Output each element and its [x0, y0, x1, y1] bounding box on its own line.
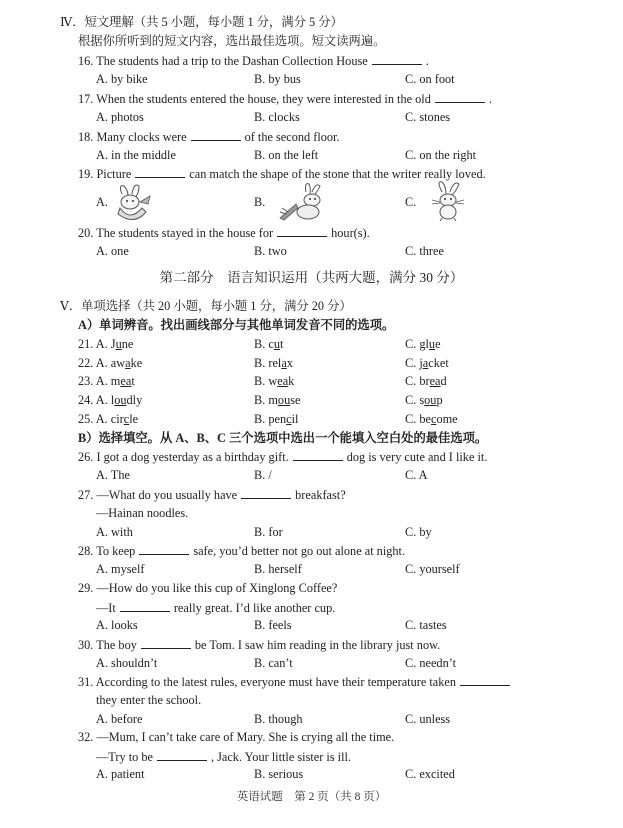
q29-option-a: A. looks	[96, 618, 138, 632]
q17-option-c: C. stones	[405, 110, 451, 124]
q32-option-b: B. serious	[254, 767, 304, 781]
q21-option-c: C. glue	[405, 337, 441, 351]
q28-option-a: A. myself	[96, 562, 145, 576]
question-17: 17. When the students entered the house, they were interested in the old .	[78, 92, 492, 106]
q20-option-b: B. two	[254, 244, 287, 258]
q32-reply: —Try to be , Jack. Your little sister is ill.	[96, 750, 352, 764]
q19-option-c: C.	[405, 195, 417, 209]
answer-blank	[191, 128, 241, 141]
answer-blank	[139, 542, 189, 555]
q26-option-c: C. A	[405, 468, 428, 482]
section-4-instruction: 根据你所听到的短文内容，选出最佳选项。短文读两遍。	[78, 34, 386, 48]
q23-option-a: 23. A. meat	[78, 374, 135, 388]
answer-blank	[372, 52, 422, 65]
answer-blank	[435, 90, 485, 103]
page-footer: 英语试题 第 2 页（共 8 页）	[236, 791, 387, 803]
q31-option-b: B. though	[254, 712, 303, 726]
q31-option-a: A. before	[96, 712, 143, 726]
q31-continuation: they enter the school.	[96, 693, 202, 707]
q22-option-c: C. jacket	[405, 356, 449, 370]
question-20: 20. The students stayed in the house for hour(s).	[78, 226, 370, 240]
question-30: 30. The boy be Tom. I saw him reading in the library just now.	[78, 638, 441, 652]
q17-option-a: A. photos	[96, 110, 144, 124]
q16-option-b: B. by bus	[254, 72, 301, 86]
q30-option-a: A. shouldn’t	[96, 656, 158, 670]
q19-option-b: B.	[254, 195, 266, 209]
q23-option-b: B. weak	[254, 374, 295, 388]
answer-blank	[135, 165, 185, 178]
part-a-instruction: A）单词辨音。找出画线部分与其他单词发音不同的选项。	[78, 318, 395, 332]
q25-option-a: 25. A. circle	[78, 412, 139, 426]
answer-blank	[293, 448, 343, 461]
section-5-header: Ⅴ．单项选择（共 20 小题，每小题 1 分，满分 20 分）	[60, 299, 352, 313]
part-2-title: 第二部分 语言知识运用（共两大题，满分 30 分）	[159, 270, 464, 285]
answer-blank	[277, 224, 327, 237]
rabbit-sitting-image	[276, 182, 326, 222]
answer-blank	[157, 748, 207, 761]
q27-option-c: C. by	[405, 525, 432, 539]
q32-option-c: C. excited	[405, 767, 455, 781]
answer-blank	[460, 673, 510, 686]
q30-option-b: B. can’t	[254, 656, 293, 670]
question-27: 27. —What do you usually have breakfast?	[78, 488, 346, 502]
q25-option-b: B. pencil	[254, 412, 299, 426]
q21-option-b: B. cut	[254, 337, 284, 351]
q16-option-a: A. by bike	[96, 72, 148, 86]
q29-option-c: C. tastes	[405, 618, 447, 632]
q26-option-b: B. /	[254, 468, 272, 482]
question-31: 31. According to the latest rules, everyone must have their temperature taken	[78, 673, 514, 690]
q30-option-c: C. needn’t	[405, 656, 457, 670]
q19-option-a: A.	[96, 195, 108, 209]
answer-blank	[141, 636, 191, 649]
q29-reply: —It really great. I’d like another cup.	[96, 601, 336, 615]
question-28: 28. To keep safe, you’d better not go out alone at night.	[78, 544, 406, 558]
q29-option-b: B. feels	[254, 618, 292, 632]
q27-reply: —Hainan noodles.	[96, 506, 189, 520]
q18-option-b: B. on the left	[254, 148, 319, 162]
q26-option-a: A. The	[96, 468, 130, 482]
q25-option-c: C. become	[405, 412, 458, 426]
q24-option-a: 24. A. loudly	[78, 393, 143, 407]
q28-option-b: B. herself	[254, 562, 302, 576]
section-4-header: Ⅳ．短文理解（共 5 小题，每小题 1 分，满分 5 分）	[60, 15, 343, 29]
q21-option-a: 21. A. June	[78, 337, 134, 351]
q20-option-a: A. one	[96, 244, 129, 258]
q28-option-c: C. yourself	[405, 562, 460, 576]
q16-option-c: C. on foot	[405, 72, 455, 86]
q22-option-b: B. relax	[254, 356, 293, 370]
part-b-instruction: B）选择填空。从 A、B、C 三个选项中选出一个能填入空白处的最佳选项。	[78, 431, 488, 445]
question-19: 19. Picture can match the shape of the stone that the writer really loved.	[78, 167, 486, 181]
question-26: 26. I got a dog yesterday as a birthday gift. dog is very cute and I like it.	[78, 450, 488, 464]
q22-option-a: 22. A. awake	[78, 356, 143, 370]
answer-blank	[120, 599, 170, 612]
q17-option-b: B. clocks	[254, 110, 300, 124]
q24-option-b: B. mouse	[254, 393, 301, 407]
q23-option-c: C. bread	[405, 374, 447, 388]
answer-blank	[241, 486, 291, 499]
question-32: 32. —Mum, I can’t take care of Mary. She is crying all the time.	[78, 730, 395, 744]
q18-option-c: C. on the right	[405, 148, 477, 162]
q18-option-a: A. in the middle	[96, 148, 176, 162]
question-16: 16. The students had a trip to the Dashan Collection House .	[78, 54, 429, 68]
q20-option-c: C. three	[405, 244, 444, 258]
q31-option-c: C. unless	[405, 712, 451, 726]
q27-option-b: B. for	[254, 525, 283, 539]
question-29: 29. —How do you like this cup of Xinglong Coffee?	[78, 581, 338, 595]
q32-option-a: A. patient	[96, 767, 145, 781]
q27-option-a: A. with	[96, 525, 133, 539]
rabbit-standing-image	[426, 180, 470, 222]
question-18: 18. Many clocks were of the second floor.	[78, 130, 340, 144]
rabbit-carrot-image	[112, 182, 154, 222]
q24-option-c: C. soup	[405, 393, 443, 407]
